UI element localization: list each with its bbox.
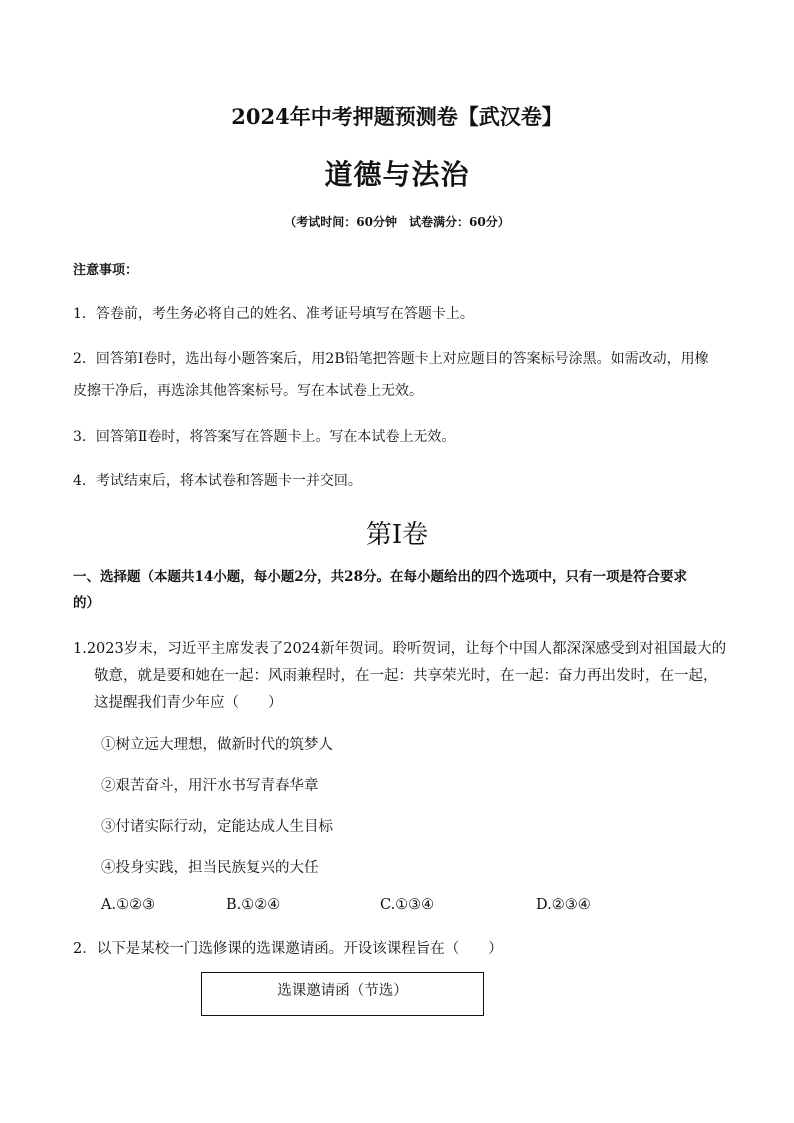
notice-item-2: 2．回答第Ⅰ卷时，选出每小题答案后，用2B铅笔把答题卡上对应题目的答案标号涂黑。如需改动，用橡 [73, 351, 709, 367]
subject-title: 道德与法治 [324, 158, 470, 191]
invitation-box-title: 选课邀请函（节选） [277, 983, 408, 999]
exam-info: （考试时间：60分钟 试卷满分：60分） [284, 215, 510, 229]
q1-answer-c[interactable]: C.①③④ [380, 897, 435, 913]
q1-statement-2: ②艰苦奋斗，用汗水书写青春华章 [101, 778, 319, 794]
notice-item-3: 3．回答第Ⅱ卷时，将答案写在答题卡上。写在本试卷上无效。 [73, 429, 456, 445]
notice-heading: 注意事项： [73, 263, 139, 278]
q1-answer-a[interactable]: A.①②③ [101, 897, 156, 913]
section-instruction: 一、选择题（本题共14小题，每小题2分，共28分。在每小题给出的四个选项中，只有一项是符合要求 [73, 569, 687, 585]
notice-item-1: 1．答卷前，考生务必将自己的姓名、准考证号填写在答题卡上。 [73, 306, 474, 322]
q1-answer-b[interactable]: B.①②④ [226, 897, 281, 913]
q1-statement-4: ④投身实践，担当民族复兴的大任 [101, 860, 319, 876]
section-instruction-cont: 的） [73, 595, 100, 611]
section-title: 第Ⅰ卷 [365, 520, 429, 550]
q1-stem-line1: 1.2023岁末，习近平主席发表了2024新年贺词。聆听贺词，让每个中国人都深深感受到对祖国最大的 [73, 641, 727, 657]
notice-item-4: 4．考试结束后，将本试卷和答题卡一并交回。 [73, 473, 362, 489]
exam-title: 2024年中考押题预测卷【武汉卷】 [231, 104, 563, 129]
invitation-box [201, 972, 484, 1016]
q1-statement-3: ③付诸实际行动，定能达成人生目标 [101, 819, 333, 835]
q1-stem-line2: 敬意，就是要和她在一起：风雨兼程时，在一起：共享荣光时，在一起：奋力再出发时，在一起， [94, 668, 718, 684]
q1-stem-line3: 这提醒我们青少年应（ ） [94, 695, 283, 711]
q2-stem: 2．以下是某校一门选修课的选课邀请函。开设该课程旨在（ ） [73, 941, 503, 957]
notice-item-2-cont: 皮擦干净后，再选涂其他答案标号。写在本试卷上无效。 [73, 383, 423, 399]
q1-answer-d[interactable]: D.②③④ [536, 897, 591, 913]
q1-statement-1: ①树立远大理想，做新时代的筑梦人 [101, 737, 333, 753]
